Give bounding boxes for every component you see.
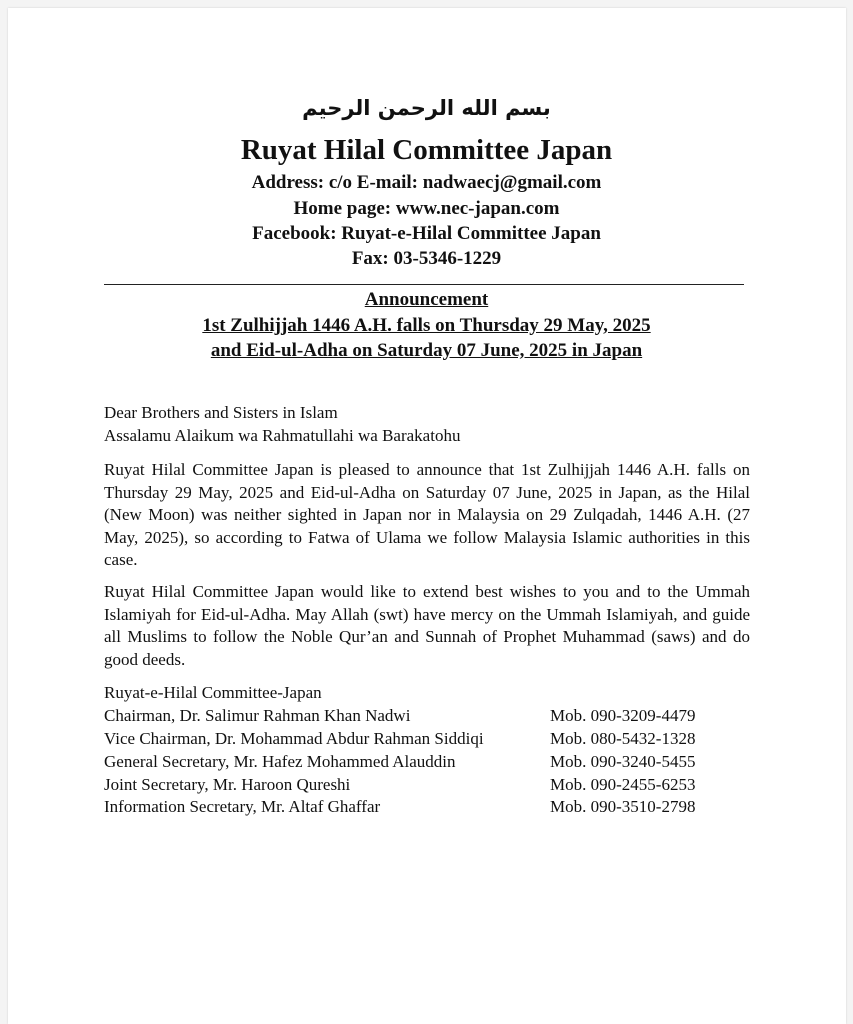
signatory-mobile: Mob. 090-3510-2798	[550, 797, 696, 816]
paragraph-wishes: Ruyat Hilal Committee Japan would like to extend best wishes to you and to the Ummah Islamiyah for Eid-ul-Adha. May Allah (swt) have mercy on the Ummah Islamiyah, and guide all Muslims to follow the Noble Qur’an and Sunnah of Prophet Muhammad (saws) and do good deeds.	[104, 582, 750, 669]
homepage-line: Home page: www.nec-japan.com	[293, 198, 560, 219]
signatory-role: General Secretary, Mr. Hafez Mohammed Alauddin	[104, 752, 456, 771]
greeting-line-2: Assalamu Alaikum wa Rahmatullahi wa Barakatohu	[104, 426, 461, 445]
facebook-line: Facebook: Ruyat-e-Hilal Committee Japan	[252, 223, 601, 244]
greeting-line-1: Dear Brothers and Sisters in Islam	[104, 403, 338, 422]
header-divider	[104, 284, 744, 285]
signatory-row	[104, 775, 750, 797]
paragraph-announcement: Ruyat Hilal Committee Japan is pleased to announce that 1st Zulhijjah 1446 A.H. falls on Thursday 29 May, 2025 and Eid-ul-Adha on Saturday 07 June, 2025 in Japan, as the Hilal (New Moon) was neither sighted in Japan nor in Malaysia on 29 Zulqadah, 1446 A.H. (27 May, 2025), so according to Fatwa of Ulama we follow Malaysia Islamic authorities in this case.	[104, 460, 750, 569]
signatory-mobile: Mob. 090-3209-4479	[550, 706, 696, 725]
signatory-row	[104, 752, 750, 774]
announcement-line-2: and Eid-ul-Adha on Saturday 07 June, 2025 in Japan	[210, 340, 643, 361]
signatory-mobile: Mob. 090-3240-5455	[550, 752, 696, 771]
address-line: Address: c/o E-mail: nadwaecj@gmail.com	[251, 172, 602, 193]
announcement-line-1: 1st Zulhijjah 1446 A.H. falls on Thursday 29 May, 2025	[202, 315, 651, 336]
fax-line: Fax: 03-5346-1229	[351, 248, 502, 269]
signatory-row	[104, 729, 750, 751]
signatory-org: Ruyat-e-Hilal Committee-Japan	[104, 683, 322, 702]
signatory-mobile: Mob. 090-2455-6253	[550, 775, 696, 794]
signatory-row	[104, 797, 750, 819]
signatory-role: Joint Secretary, Mr. Haroon Qureshi	[104, 775, 351, 794]
org-title: Ruyat Hilal Committee Japan	[240, 134, 613, 166]
signatory-mobile: Mob. 080-5432-1328	[550, 729, 696, 748]
signatory-role: Chairman, Dr. Salimur Rahman Khan Nadwi	[104, 706, 411, 725]
bismillah-heading: بسم الله الرحمن الرحيم	[302, 96, 551, 120]
signatory-role: Information Secretary, Mr. Altaf Ghaffar	[104, 797, 381, 816]
signatory-row	[104, 706, 750, 728]
announcement-heading: Announcement	[364, 289, 489, 310]
signatory-role: Vice Chairman, Dr. Mohammad Abdur Rahman Siddiqi	[104, 729, 484, 748]
